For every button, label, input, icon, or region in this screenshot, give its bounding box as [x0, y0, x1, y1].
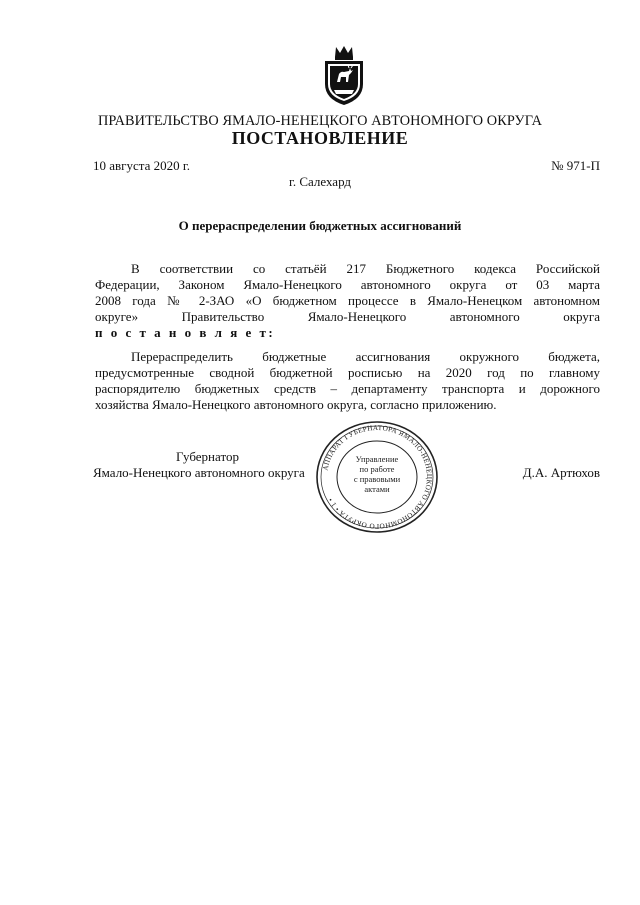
paragraph-line: Перераспределить бюджетные ассигнования окружного бюджета, [131, 349, 600, 364]
organization-heading: ПРАВИТЕЛЬСТВО ЯМАЛО-НЕНЕЦКОГО АВТОНОМНОГО ОКРУГА [97, 113, 543, 129]
official-stamp [315, 420, 439, 534]
signatory-name: Д.А. Артюхов [522, 465, 600, 480]
paragraph-preamble [95, 261, 600, 341]
document-title: О перераспределении бюджетных ассигнований [178, 218, 462, 233]
paragraph-line: Федерации, Законом Ямало-Ненецкого автономного округа от 03 марта [95, 277, 600, 292]
document-date: 10 августа 2020 г. [93, 158, 190, 173]
paragraph-line: В соответствии со статьёй 217 Бюджетного кодекса Российской [131, 261, 600, 276]
document-type-heading: ПОСТАНОВЛЕНИЕ [231, 128, 409, 148]
paragraph-line: хозяйства Ямало-Ненецкого автономного округа, согласно приложению. [95, 397, 497, 412]
stamp-center-line: по работе [359, 464, 395, 474]
stamp-center-line: актами [364, 484, 390, 494]
stamp-center-line: с правовыми [353, 474, 401, 484]
paragraph-resolution [95, 349, 600, 413]
paragraph-line: распорядителю бюджетных средств – департаменту транспорта и дорожного [95, 381, 600, 396]
paragraph-line: предусмотренные сводной бюджетной росписью на 2020 год по главному [95, 365, 600, 380]
signatory-organization: Ямало-Ненецкого автономного округа [93, 465, 305, 480]
document-city: г. Салехард [288, 174, 352, 189]
document-number: № 971-П [551, 158, 600, 173]
paragraph-line: 2008 года № 2-ЗАО «О бюджетном процессе в Ямало-Ненецком автономном [95, 293, 600, 308]
paragraph-line: округе» Правительство Ямало-Ненецкого автономного округа [95, 309, 600, 324]
stamp-center-line: Управление [355, 454, 399, 464]
coat-of-arms-emblem [322, 44, 366, 106]
stamp-ring-text: АППАРАТ ГУБЕРНАТОРА ЯМАЛО-НЕНЕЦКОГО АВТОНОМНОГО ОКРУГА • 1 • [321, 423, 434, 531]
decree-word: п о с т а н о в л я е т: [95, 325, 276, 340]
signatory-title: Губернатор [176, 449, 239, 464]
